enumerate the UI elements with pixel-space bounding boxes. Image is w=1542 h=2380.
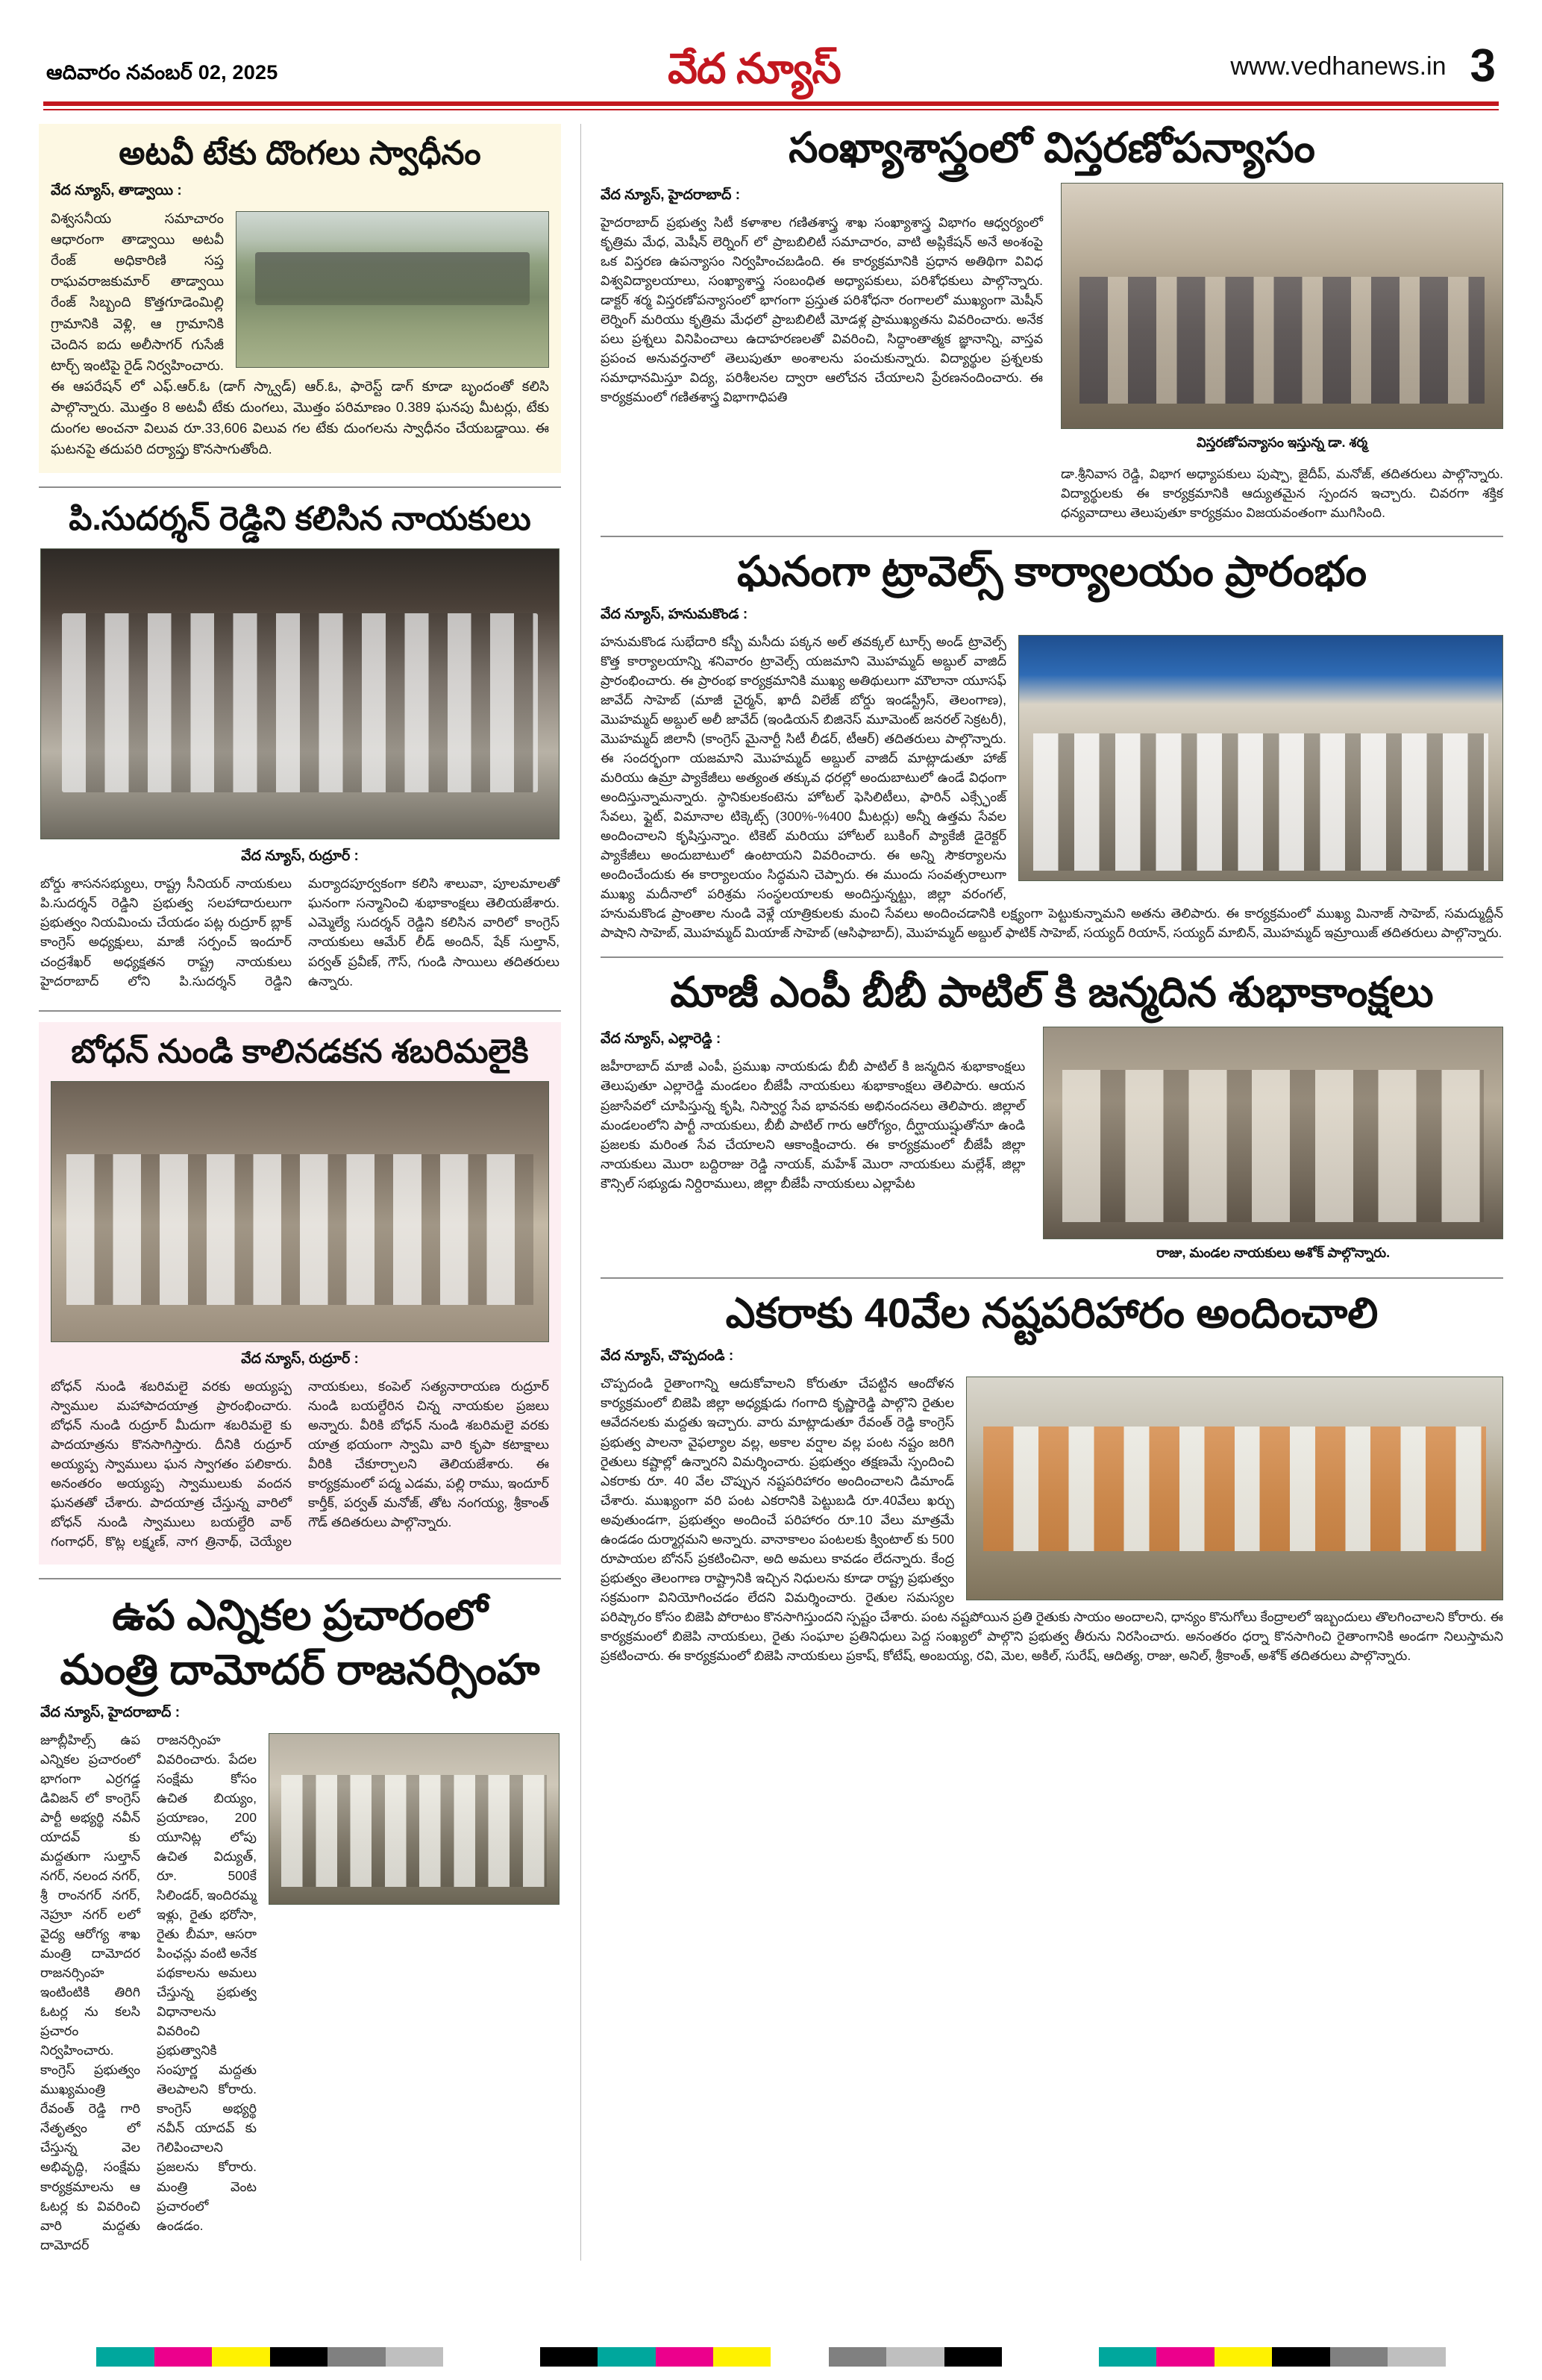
article-body-after: డా.శ్రీనివాస రెడ్డి, విభాగ అధ్యాపకులు పుష్పా, జైదీప్, మనోజ్, తదితరులు పాల్గొన్నారు. విద్యార్థులకు ఈ కార్యక్రమానికి ఆద్యుతమైన స్పందన ఇచ్చారు. చివరగా శక్తిక ధన్యవాదాలు తెలుపుతూ కార్యక్రమం విజయవంతంగా ముగిసింది. (1061, 466, 1503, 521)
section-divider (601, 956, 1503, 958)
color-bar-mid (540, 2347, 1003, 2367)
article-photo (966, 1377, 1503, 1600)
article-headline: మాజీ ఎంపీ బీబీ పాటిల్ కి జన్మదిన శుభాకాంక్షలు (670, 968, 1434, 1015)
masthead-url[interactable]: www.vedhanews.in (1230, 51, 1447, 81)
article-byline: వేద న్యూస్, రుద్రూర్ : (241, 848, 359, 865)
masthead (39, 30, 1503, 97)
article-body: హైదరాబాద్ ప్రభుత్వ సిటీ కళాశాల గణితశాస్త్ర శాఖ సంఖ్యాశాస్త్ర విభాగం ఆధ్వర్యంలో కృత్రిమ మేధ, మెషీన్ లెర్నింగ్ లో ప్రాబబిలిటీ సమాచారం, వాటి అప్లికేషన్ అనే అంశంపై ఒక విస్తరణ ఉపన్యాసం నిర్వహించబడింది. ఈ కార్యక్రమానికి ప్రధాన అతిథిగా వివిధ విశ్వవిద్యాలయాలు, సంఖ్యాశాస్త్ర సంబంధిత అధ్యాపకులు, పరిశోధకులు పాల్గొన్నారు. డాక్టర్ శర్మ విస్తరణోపన్యాసంలో భాగంగా ప్రస్తుత పరిశోధనా రంగాలలో ముఖ్యంగా మెషీన్ లెర్నింగ్ మరియు కృత్రిమ మేధలో ప్రాబబిలిటీ మోడళ్ల ప్రాముఖ్యతను వివరించారు. అనేక పలు ప్రశ్నలు వినిపించాలు ఉదాహరణలతో వివరించి, సిద్ధాంతాత్మక జ్ఞానాన్ని, వాస్తవ ప్రపంచ అనువర్తనాలో తెలుపుతూ అంశాలను పంచుకున్నారు. విద్యార్థుల ప్రశ్నలకు సమాధానమిస్తూ విద్య, పరిశీలనల ద్వారా ఆలోచన చేయాలని ప్రేరణనందించారు. ఈ కార్యక్రమంలో గణితశాస్త్ర విభాగాధిపతి (601, 214, 1043, 405)
page-number: 3 (1470, 40, 1496, 92)
article-headline-line2: మంత్రి దామోదర్ రాజనర్సింహ (60, 1645, 540, 1693)
section-divider (39, 1578, 561, 1579)
article-headline: సంఖ్యాశాస్త్రంలో విస్తరణోపన్యాసం (789, 124, 1315, 171)
article-byline: వేద న్యూస్, హైదరాబాద్ : (601, 187, 741, 203)
article-photo (40, 548, 560, 839)
color-bar-left (39, 2347, 501, 2367)
article-headline: ఎకరాకు 40వేల నష్టపరిహారం అందించాలి (725, 1289, 1379, 1337)
section-divider (601, 1277, 1503, 1279)
masthead-logo: వేద న్యూస్ (668, 45, 841, 92)
article-photo (269, 1733, 560, 1905)
article-photo (1043, 1027, 1503, 1239)
article-byline: వేద న్యూస్, చొప్పదండి : (601, 1348, 734, 1365)
left-column (39, 124, 561, 2261)
section-divider (39, 486, 561, 488)
article-statistics-lecture (601, 124, 1503, 522)
article-body: బోర్డు శాసనసభ్యులు, రాష్ట్ర సీనియర్ నాయకులు పి.సుదర్శన్ రెడ్డిని ప్రభుత్వ సలహాదారులుగా ప్రభుత్వం నియమించు చేయడం పట్ల రుద్రూర్ బ్లాక్ కాంగ్రెస్ అధ్యక్షులు, మాజీ సర్పంచ్ ఇందూర్ చంద్రశేఖర్ అధ్యక్షతన రాష్ట్ర నాయకులు హైదరాబాద్ లోని పి.సుదర్శన్ రెడ్డిని మర్యాదపూర్వకంగా కలిసి శాలువా, పూలమాలతో ఘనంగా సన్మానించి శుభాకాంక్షలు తెలియజేశారు. ఎమ్మెల్యే సుదర్శన్ రెడ్డిని కలిసిన వారిలో కాంగ్రెస్ నాయకులు ఆమేర్ లీడ్ అందిన్, షేక్ సుల్తాన్, పర్వత్ ప్రవీణ్, గౌస్, గుండి సాయిలు తదితరులు ఉన్నారు. (40, 876, 560, 989)
photo-caption: విస్తరణోపన్యాసం ఇస్తున్న డా. శర్మ (1196, 434, 1368, 450)
page-body (39, 124, 1503, 2261)
article-travels-inauguration (601, 548, 1503, 942)
color-bar-right (1041, 2347, 1503, 2367)
article-minister-campaign (39, 1590, 561, 2261)
right-column (601, 124, 1503, 2261)
article-byline: వేద న్యూస్, తాడ్వాయి : (51, 183, 182, 199)
masthead-right (1230, 40, 1496, 92)
article-byline: వేద న్యూస్, రుద్రూర్ : (241, 1350, 359, 1367)
article-body: చొప్పదండి రైతాంగాన్ని ఆదుకోవాలని కోరుతూ చేపట్టిన ఆందోళన కార్యక్రమంలో బిజెపి జిల్లా అధ్యక్షుడు గంగాది కృష్ణారెడ్డి పాల్గొని రైతుల ఆవేదనలకు మద్దతు ఇచ్చారు. వారు మాట్లాడుతూ రేవంత్ రెడ్డి కాంగ్రెస్ ప్రభుత్వ పాలనా వైఫల్యాల వల్ల, అకాల వర్షాల వల్ల పంట నష్టం జరిగి రైతులు కష్టాల్లో ఉన్నారని విమర్శించారు. ప్రభుత్వం తక్షణమే స్పందించి ఎకరాకు రూ. 40 వేల చొప్పున నష్టపరిహారం అందించాలని డిమాండ్ చేశారు. ముఖ్యంగా వరి పంట ఎకరానికి పెట్టుబడి రూ.40వేలు ఖర్చు అవుతుండగా, ప్రభుత్వం అందించే పరిహారం రూ.10 వేలు మాత్రమే ఉండడం దుర్మార్గమని అన్నారు. వానాకాలం పంటలకు క్వింటాల్ కు 500 రూపాయల బోనస్ ప్రకటించినా, అది అమలు కావడం లేదన్నారు. కేంద్ర ప్రభుత్వం తెలంగాణ రాష్ట్రానికి ఇచ్చిన నిధులను కూడా రాష్ట్ర ప్రభుత్వం సక్రమంగా వినియోగించడం లేదని విమర్శించారు. రైతుల సమస్యల పరిష్కారం కోసం బిజెపి పోరాటం కొనసాగిస్తుందని స్పష్టం చేశారు. పంట నష్టపోయిన ప్రతి రైతుకు సాయం అందాలని, ధాన్యం కొనుగోలు కేంద్రాలలో ఇబ్బందులు తొలగించాలని కోరారు. ఈ కార్యక్రమంలో బిజెపి నాయకులు, రైతు సంఘాల ప్రతినిధులు పెద్ద సంఖ్యలో పాల్గొని ప్రభుత్వ తీరును నిరసించారు. అనంతరం ధర్నా కొనసాగించి రైతాంగానికి అండగా నిలుస్తామని ప్రకటించారు. ఈ కార్యక్రమంలో బిజెపి నాయకులు ప్రకాష్, కోటేష్, అంబయ్య, రవి, మెల, అకిల్, సురేష్, ఆదిత్య, రాజు, అనిల్, శ్రీకాంత్, అశోక్ తదితరులు పాల్గొన్నారు. (601, 1376, 1503, 1663)
section-divider (601, 536, 1503, 537)
article-byline: వేద న్యూస్, హనుమకొండ : (601, 607, 748, 622)
section-divider (39, 1010, 561, 1012)
article-teak-seizure (39, 124, 561, 473)
article-body: బోధన్ నుండి శబరిమలై వరకు అయ్యప్ప స్వాముల మహాపాదయాత్ర ప్రారంభించారు. బోధన్ నుండి రుద్రూర్ మీదుగా శబరిమలై కు పాదయాత్రను కొనసాగిస్తారు. దీనికి రుద్రూర్ అయ్యప్ప స్వాములు ఘన స్వాగతం పలికారు. అనంతరం అయ్యప్ప స్వాములుకు వందన ఘనతతో చేశారు. పాదయాత్ర చేస్తున్న వారిలో బోధన్ నుండి స్వాములు బయల్దేరి వాఠ్ గంగాధర్, కొట్ల లక్ష్మణ్, నాగ త్రినాథ్, చెయ్యేల నాయకులు, కంపెల్ సత్యనారాయణ రుద్రూర్ నుండి బయల్దేరిన చిన్న నాయకుల ప్రజలు అన్నారు. వీరికి బోధన్ నుండి శబరిమలై వరకు యాత్ర భయంగా స్వామి వారి కృపా కటాక్షాలు వీరికి చేకూర్చాలని తెలియజేశారు. ఈ కార్యక్రమంలో పద్మ ఎడమ, పల్లి రాము, ఇందూర్ కార్తీక్, పర్వత్ మనోజ్, తోట నంగయ్య, శ్రీకాంత్ గౌడ్ తదితరులు పాల్గొన్నారు. (51, 1378, 549, 1549)
article-headline: అటవీ టేకు దొంగలు స్వాధీనం (119, 135, 481, 172)
article-bb-patil-birthday (601, 968, 1503, 1265)
article-crop-compensation (601, 1289, 1503, 1665)
article-headline-line1: ఉప ఎన్నికల ప్రచారంలో (112, 1591, 488, 1638)
photo-caption: రాజు, మండల నాయకులు అశోక్ పాల్గొన్నారు. (1156, 1245, 1391, 1261)
article-photo (51, 1081, 549, 1342)
article-byline: వేద న్యూస్, ఎల్లారెడ్డి : (601, 1031, 721, 1047)
article-sudarshan-reddy (39, 498, 561, 996)
article-sabarimala-walk (39, 1022, 561, 1565)
article-headline: బోధన్ నుండి కాలినడకన శబరిమలైకి (71, 1033, 529, 1070)
article-photo (1061, 183, 1503, 429)
article-body: జూబ్లీహిల్స్ ఉప ఎన్నికల ప్రచారంలో భాగంగా ఎర్రగడ్డ డివిజన్ లో కాంగ్రెస్ పార్టీ అభ్యర్థి నవీన్ యాదవ్ కు మద్దతుగా సుల్తాన్ నగర్, నలంద నగర్, శ్రీ రాంనగర్ నగర్, నెహ్రూ నగర్ లలో వైద్య ఆరోగ్య శాఖ మంత్రి దామోదర రాజనర్సింహ ఇంటింటికి తిరిగి ఓటర్ల ను కలసి ప్రచారం నిర్వహించారు. కాంగ్రెస్ ప్రభుత్వం ముఖ్యమంత్రి రేవంత్ రెడ్డి గారి నేతృత్వం లో చేస్తున్న వెల అభివృద్ధి, సంక్షేమ కార్యక్రమాలను ఆ ఓటర్ల కు వివరించి వారి మద్దతు దామోదర్ రాజనర్సింహ వివరించారు. పేదల సంక్షేమ కోసం ఉచిత బియ్యం, ప్రయాణం, 200 యూనిట్ల లోపు ఉచిత విద్యుత్, రూ. 500కే సిలిండర్, ఇందిరమ్మ ఇళ్లు, రైతు భరోసా, రైతు బీమా, ఆసరా పింఛన్లు వంటి అనేక పథకాలను అమలు చేస్తున్న ప్రభుత్వ విధానాలను వివరించి ప్రభుత్వానికి సంపూర్ణ మద్దతు తెలపాలని కోరారు. కాంగ్రెస్ అభ్యర్థి నవీన్ యాదవ్ కు గెలిపించాలని ప్రజలను కోరారు. మంత్రి వెంట ప్రచారంలో ఉండడం. (40, 1732, 257, 2252)
masthead-date: ఆదివారం నవంబర్ 02, 2025 (46, 61, 278, 84)
column-divider (580, 124, 581, 2261)
masthead-rule-thin (43, 109, 1499, 110)
masthead-rule (43, 101, 1499, 106)
article-headline: ఘనంగా ట్రావెల్స్ కార్యాలయం ప్రారంభం (736, 548, 1367, 595)
article-body: జహీరాబాద్ మాజీ ఎంపీ, ప్రముఖ నాయకుడు బీబీ పాటిల్ కి జన్మదిన శుభాకాంక్షలు తెలుపుతూ ఎల్లారెడ్డి మండలం బీజేపీ నాయకులు శుభాకాంక్షలు తెలిపారు. ఆయన ప్రజాసేవలో చూపిస్తున్న కృషి, నిస్వార్థ సేవ భావనకు అభినందనలు తెలిపారు. జిల్లాల్ మండలంలోని పార్టీ నాయకులు, బీబీ పాటిల్ గారు ఆరోగ్యం, దీర్ఘాయుష్షుతోనూ ఉండి ప్రజలకు మరింత సేవ చేయాలని ఆకాంక్షించారు. ఈ కార్యక్రమంలో బీజేపీ జిల్లా నాయకులు మొరా బద్దిరాజు రెడ్డి నాయక్, మహేశ్ మొరా నాయకులు మల్లేశ్, జిల్లా కౌన్సిల్ సభ్యుడు నిర్దిరాములు, జిల్లా బీజేపీ నాయకులు ఎల్లాపేట (601, 1059, 1026, 1191)
article-byline: వేద న్యూస్, హైదరాబాద్ : (40, 1704, 181, 1720)
article-photo (1018, 635, 1503, 881)
print-color-bars (39, 2347, 1503, 2367)
article-body: హనుమకొండ సుభేదారి కస్బీ మసీదు పక్కన అల్ తవక్కల్ టూర్స్ అండ్ ట్రావెల్స్ కొత్త కార్యాలయాన్ని శనివారం ట్రావెల్స్ యజమాని మొహమ్మద్ అబ్దుల్ వాజిద్ ప్రారంభించారు. ఈ ప్రారంభ కార్యక్రమానికి ముఖ్య అతిథులుగా మౌలానా యూసఫ్ జావేద్ సాహెబ్ (మాజీ చైర్మన్, ఖాదీ విలేజ్ బోర్డు ఇండస్ట్రీస్, తెలంగాణ), మొహమ్మద్ అబ్దుల్ అలీ జావేద్ (ఇండియన్ బిజినెస్ మూమెంట్ జనరల్ సెక్రటరీ), మొహమ్మద్ జిలానీ (కాంగ్రెస్ మైనార్టీ సిటీ లీడర్, టీఆర్) తదితరులు పాల్గొన్నారు. ఈ సందర్భంగా యజమాని మొహమ్మద్ అబ్దుల్ వాజిద్ మాట్లాడుతూ హాజ్ మరియు ఉమ్రా ప్యాకేజీలు అత్యంత తక్కువ ధరల్లో అందుబాటులో ఉండే విధంగా అందిస్తున్నామన్నారు. స్థానికులకంటెను హోటల్ ఫెసిలిటీలు, ఫారిన్ ఎక్స్ఛేంజ్ సేవలు, ఫ్లైట్, విమానాల టిక్కెట్స్ (300%-%400 మీటర్లు) అన్నీ ఉత్తమ సేవల అందించాలని కృషిస్తున్నాం. టికెట్ మరియు హోటల్ బుకింగ్ ప్యాకేజీ డైరెక్టర్ ప్యాకేజీలు అందుబాటులో ఉంటాయని వివరించారు. ఈ అన్ని సౌకర్యాలను అందించేందుకు ఈ కార్యాలయం సిద్ధమని చెప్పారు. ఈ ముందు సంవత్సరాలుగా ముఖ్య మదీనాలో పరిశ్రమ సంస్థలయాలకు అందిస్తున్నట్టు, జిల్లా వరంగల్, హనుమకొండ ప్రాంతాల నుండి వెళ్లే యాత్రికులకు మంచి సేవలు అందించడానికి లక్ష్యంగా పెట్టుకున్నామని అతను తెలిపారు. ఈ కార్యక్రమంలో ముఖ్య మినాజ్ సాహెబ్, సమద్ముద్దీన్ పాషాని సాహెబ్, మొహమ్మద్ మియాజ్ సాహెబ్ (ఆసిఫాబాద్), మొహమ్మద్ అబ్దుల్ ఫాటిక్ సాహెబ్, సయ్యద్ రియాన్, సయ్యద్ మాబిన్, మొహమ్మద్ ఇమ్రాయిజ్ తదితరులు పాల్గొన్నారు. (601, 634, 1503, 941)
article-body: విశ్వసనీయ సమాచారం ఆధారంగా తాడ్వాయి అటవీ రేంజ్ అధికారిణి సప్త రాఘవరాజకుమార్ తాడ్వాయి రేంజ్ సిబ్బంది కొత్తగూడెంమిల్లి గ్రామానికి వెళ్లి, ఆ గ్రామానికి చెందిన ఐదు అలీసాగర్ గుసేజీ టార్చ్ ఇంటిపై రైడ్ నిర్వహించారు. ఈ ఆపరేషన్ లో ఎఫ్.ఆర్.ఓ (డాగ్ స్క్వాడ్) ఆర్.ఓ, ఫారెస్ట్ డాగ్ కూడా బృందంతో కలిసి పాల్గొన్నారు. మొత్తం 8 అటవీ టేకు దుంగలు, మొత్తం పరిమాణం 0.389 ఘనపు మీటర్లు, టేకు దుంగల అంచనా విలువ రూ.33,606 విలువ గల టేకు దుంగలను స్వాధీనం చేయబడ్డాయి. ఈ ఘటనపై తదుపరి దర్యాప్తు కొనసాగుతోంది. (51, 210, 549, 457)
article-headline: పి.సుదర్శన్ రెడ్డిని కలిసిన నాయకులు (69, 501, 531, 538)
article-photo (236, 211, 549, 368)
